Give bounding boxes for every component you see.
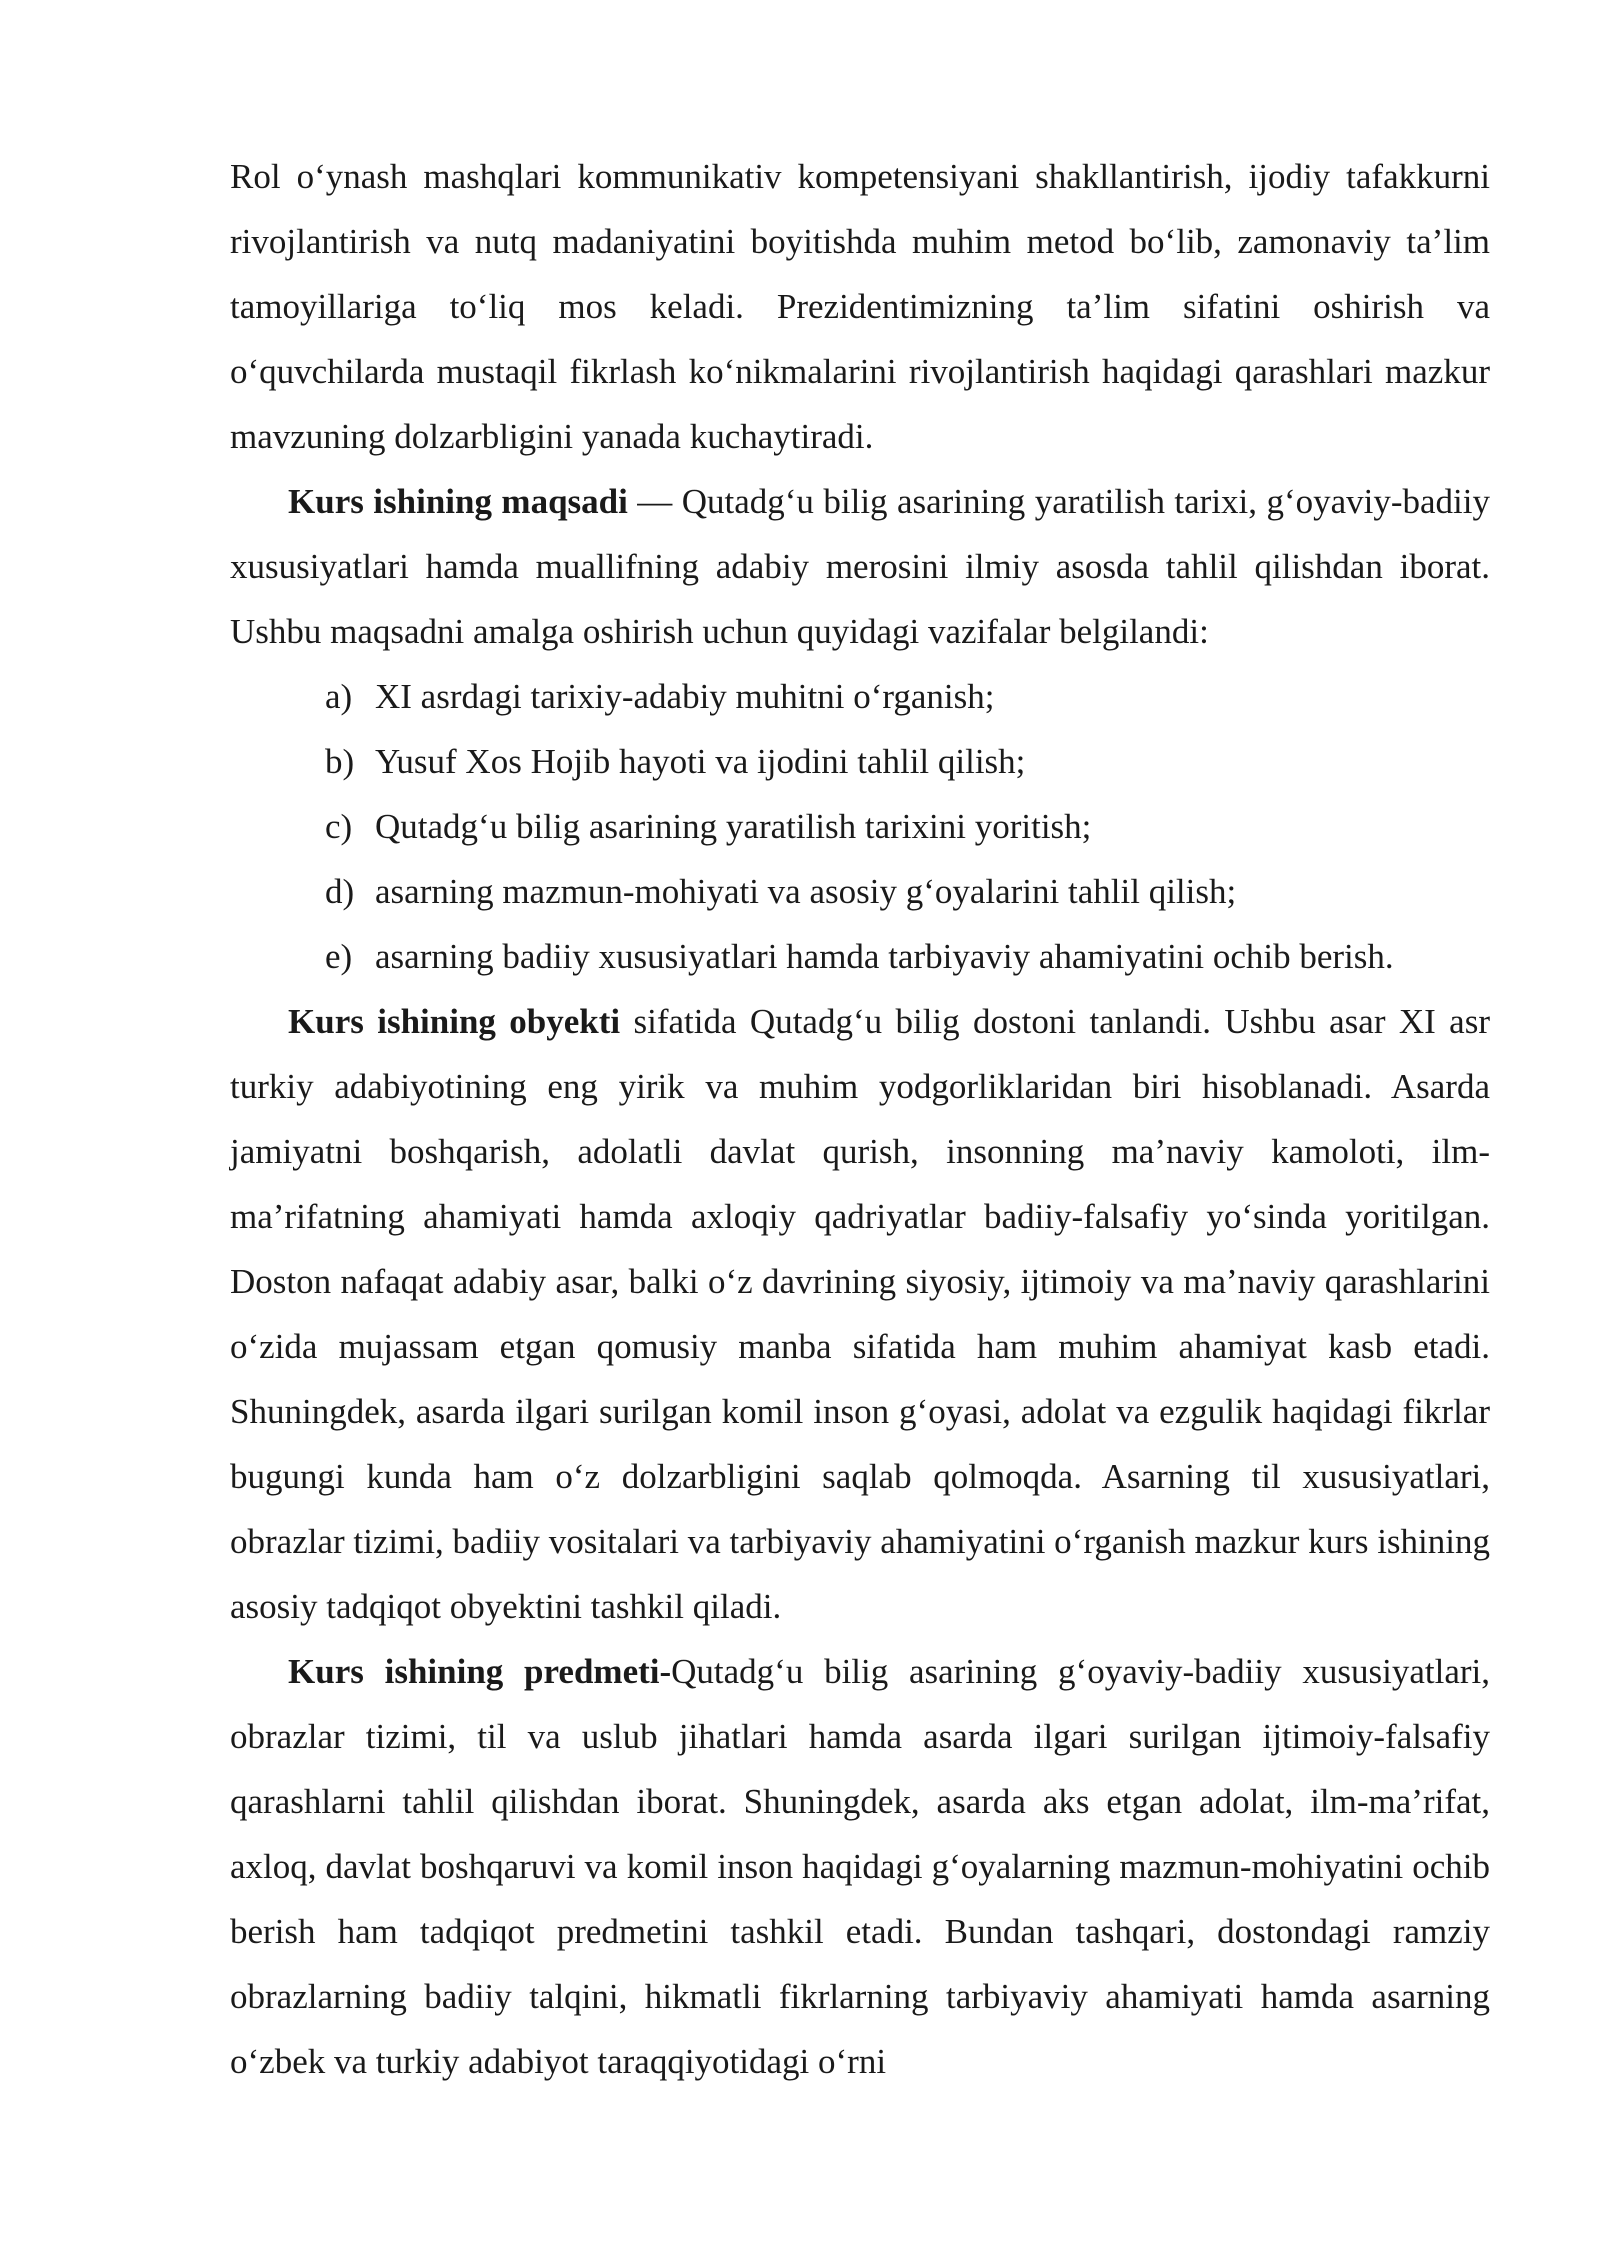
list-item xyxy=(325,664,1490,729)
goal-lead: Kurs ishining maqsadi xyxy=(288,482,628,521)
list-marker: b) xyxy=(325,742,355,781)
goal-text: — Qutadg‘u bilig asarining yaratilish tarixi, g‘oyaviy-badiiy xususiyatlari hamda muallifning adabiy merosini ilmiy asosda tahlil qilishdan iborat. Ushbu maqsadni amalga oshirish uchun quyidagi vazifalar belgilandi: xyxy=(230,482,1491,651)
list-item-text: XI asrdagi tarixiy-adabiy muhitni o‘rganish; xyxy=(375,677,995,716)
list-marker: a) xyxy=(325,677,353,716)
list-item xyxy=(325,794,1490,859)
list-marker: e) xyxy=(325,937,353,976)
task-list xyxy=(230,664,1490,989)
subject-text: Qutadg‘u bilig asarining g‘oyaviy-badiiy xususiyatlari, obrazlar tizimi, til va uslub jihatlari hamda asarda ilgari surilgan ijtimoiy-falsafiy qarashlarni tahlil qilishdan iborat. Shuningdek, asarda aks etgan adolat, ilm-ma’rifat, axloq, davlat boshqaruvi va komil inson haqidagi g‘oyalarning mazmun-mohiyatini ochib berish ham tadqiqot predmetini tashkil etadi. Bundan tashqari, dostondagi ramziy obrazlarning badiiy talqini, hikmatli fikrlarning tarbiyaviy ahamiyati hamda asarning o‘zbek va turkiy adabiyot taraqqiyotidagi o‘rni xyxy=(230,1652,1490,2081)
intro-paragraph: Rol o‘ynash mashqlari kommunikativ kompetensiyani shakllantirish, ijodiy tafakkurni rivojlantirish va nutq madaniyatini boyitishda muhim metod bo‘lib, zamonaviy ta’lim tamoyillariga to‘liq mos keladi. Prezidentimizning ta’lim sifatini oshirish va o‘quvchilarda mustaqil fikrlash ko‘nikmalarini rivojlantirish haqidagi qarashlari mazkur mavzuning dolzarbligini yanada kuchaytiradi. xyxy=(230,157,1490,456)
goal-paragraph xyxy=(230,469,1490,664)
subject-lead: Kurs ishining predmeti- xyxy=(288,1652,672,1691)
object-text: sifatida Qutadg‘u bilig dostoni tanlandi. Ushbu asar XI asr turkiy adabiyotining eng yirik va muhim yodgorliklaridan biri hisoblanadi. Asarda jamiyatni boshqarish, adolatli davlat qurish, insonning ma’naviy kamoloti, ilm-ma’rifatning ahamiyati hamda axloqiy qadriyatlar badiiy-falsafiy yo‘sinda yoritilgan. Doston nafaqat adabiy asar, balki o‘z davrining siyosiy, ijtimoiy va ma’naviy qarashlarini o‘zida mujassam etgan qomusiy manba sifatida ham muhim ahamiyat kasb etadi. Shuningdek, asarda ilgari surilgan komil inson g‘oyasi, adolat va ezgulik haqidagi fikrlar bugungi kunda ham o‘z dolzarbligini saqlab qolmoqda. Asarning til xususiyatlari, obrazlar tizimi, badiiy vositalari va tarbiyaviy ahamiyatini o‘rganish mazkur kurs ishining asosiy tadqiqot obyektini tashkil qiladi. xyxy=(230,1002,1490,1626)
list-item xyxy=(325,729,1490,794)
list-marker: d) xyxy=(325,872,355,911)
list-item-text: Qutadg‘u bilig asarining yaratilish tarixini yoritish; xyxy=(375,807,1092,846)
object-paragraph xyxy=(230,989,1490,1639)
list-item xyxy=(325,859,1490,924)
list-item-text: Yusuf Xos Hojib hayoti va ijodini tahlil qilish; xyxy=(375,742,1026,781)
list-item-text: asarning badiiy xususiyatlari hamda tarbiyaviy ahamiyatini ochib berish. xyxy=(375,937,1394,976)
list-marker: c) xyxy=(325,807,353,846)
subject-paragraph xyxy=(230,1639,1490,2094)
document-page xyxy=(230,144,1490,2094)
list-item xyxy=(325,924,1490,989)
list-item-text: asarning mazmun-mohiyati va asosiy g‘oyalarini tahlil qilish; xyxy=(375,872,1237,911)
object-lead: Kurs ishining obyekti xyxy=(288,1002,621,1041)
